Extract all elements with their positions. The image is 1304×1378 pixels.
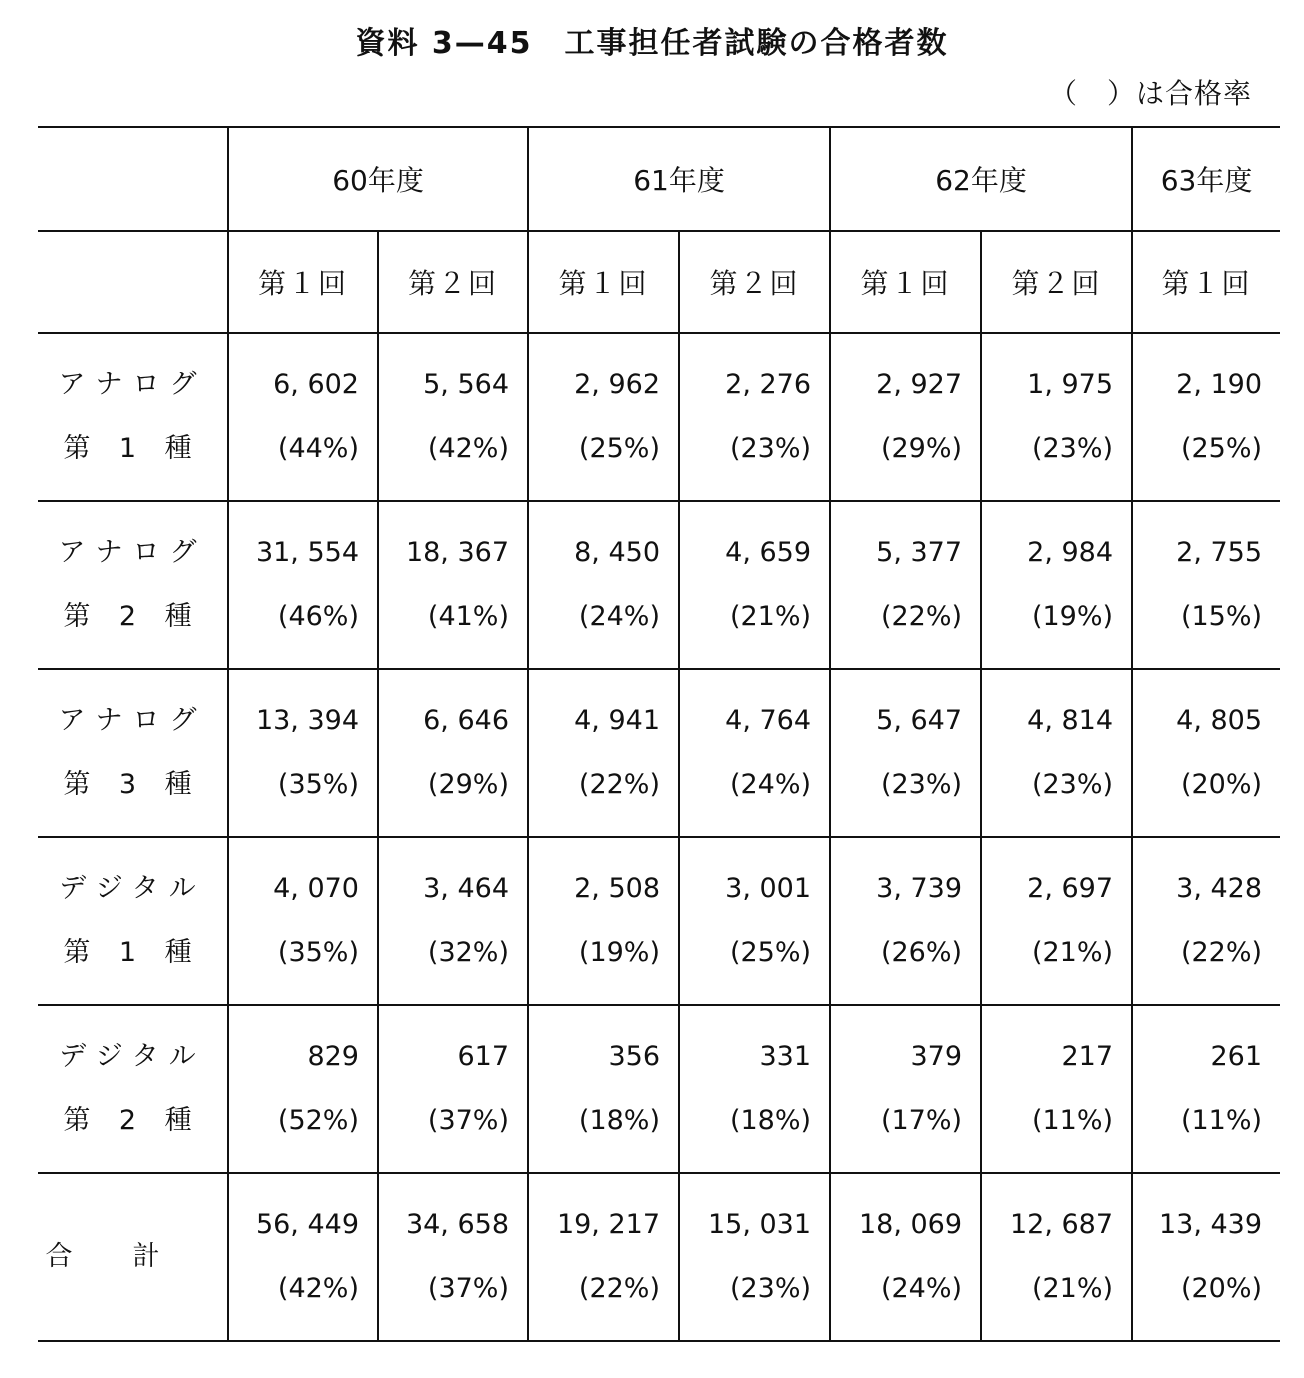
total-rate: (20%) xyxy=(1180,1273,1263,1304)
pass-rate: (25%) xyxy=(729,937,812,968)
pass-rate: (44%) xyxy=(277,433,359,464)
year-header-62: 62年度 xyxy=(830,127,1132,231)
pass-rate: (18%) xyxy=(578,1105,661,1136)
pass-rate: (23%) xyxy=(1031,433,1114,464)
data-cell xyxy=(378,837,528,1005)
row-label-type: アナログ xyxy=(58,369,207,400)
total-rate: (23%) xyxy=(729,1273,812,1304)
table-row xyxy=(38,501,1280,669)
row-label-type: アナログ xyxy=(58,705,207,736)
round-header: 第１回 xyxy=(830,231,981,333)
pass-count: 4, 659 xyxy=(725,537,812,568)
pass-count: 6, 646 xyxy=(423,705,510,736)
pass-count: 18, 367 xyxy=(405,537,510,568)
pass-count-table xyxy=(38,126,1280,1342)
total-cell xyxy=(830,1173,981,1341)
pass-rate: (32%) xyxy=(427,937,510,968)
data-cell xyxy=(679,1005,830,1173)
year-header-61: 61年度 xyxy=(528,127,830,231)
pass-rate: (37%) xyxy=(427,1105,510,1136)
total-count: 13, 439 xyxy=(1158,1209,1263,1240)
data-cell xyxy=(830,669,981,837)
pass-count: 217 xyxy=(1061,1041,1114,1072)
total-cell xyxy=(228,1173,378,1341)
pass-count: 13, 394 xyxy=(255,705,359,736)
pass-count: 2, 508 xyxy=(574,873,661,904)
data-cell xyxy=(830,837,981,1005)
rate-note: （ ）は合格率 xyxy=(1048,77,1252,110)
row-label-class: 第 1 種 xyxy=(63,937,202,968)
data-cell xyxy=(679,669,830,837)
row-label xyxy=(38,333,228,501)
pass-count: 4, 805 xyxy=(1176,705,1263,736)
pass-count: 2, 276 xyxy=(725,369,812,400)
pass-count: 2, 755 xyxy=(1176,537,1263,568)
pass-count: 3, 464 xyxy=(423,873,510,904)
pass-rate: (23%) xyxy=(880,769,963,800)
data-cell xyxy=(981,1005,1132,1173)
total-count: 34, 658 xyxy=(405,1209,510,1240)
round-header: 第２回 xyxy=(981,231,1132,333)
pass-count: 8, 450 xyxy=(574,537,661,568)
total-cell xyxy=(1132,1173,1280,1341)
pass-rate: (35%) xyxy=(277,769,359,800)
data-cell xyxy=(1132,501,1280,669)
data-cell xyxy=(528,333,679,501)
pass-rate: (46%) xyxy=(277,601,359,632)
pass-count: 3, 739 xyxy=(876,873,963,904)
data-cell xyxy=(378,333,528,501)
pass-rate: (25%) xyxy=(578,433,661,464)
row-label-class: 第 1 種 xyxy=(63,433,202,464)
data-cell xyxy=(228,501,378,669)
pass-count: 2, 927 xyxy=(876,369,963,400)
row-label xyxy=(38,669,228,837)
pass-count: 2, 984 xyxy=(1027,537,1114,568)
row-label-class: 第 2 種 xyxy=(63,601,202,632)
row-label-class: 第 3 種 xyxy=(63,769,202,800)
pass-count: 6, 602 xyxy=(273,369,359,400)
round-header: 第２回 xyxy=(679,231,830,333)
data-cell xyxy=(378,501,528,669)
pass-rate: (11%) xyxy=(1180,1105,1263,1136)
pass-count: 379 xyxy=(910,1041,963,1072)
pass-rate: (41%) xyxy=(427,601,510,632)
table-row xyxy=(38,669,1280,837)
pass-rate: (19%) xyxy=(1031,601,1114,632)
data-cell xyxy=(378,1005,528,1173)
pass-rate: (25%) xyxy=(1180,433,1263,464)
pass-rate: (29%) xyxy=(427,769,510,800)
data-cell xyxy=(228,837,378,1005)
pass-rate: (22%) xyxy=(1180,937,1263,968)
pass-count: 3, 001 xyxy=(725,873,812,904)
pass-rate: (29%) xyxy=(880,433,963,464)
pass-rate: (19%) xyxy=(578,937,661,968)
pass-count: 2, 962 xyxy=(574,369,661,400)
pass-count: 4, 941 xyxy=(574,705,661,736)
data-cell xyxy=(228,1005,378,1173)
pass-count: 261 xyxy=(1210,1041,1263,1072)
row-label-type: アナログ xyxy=(58,537,207,568)
row-label xyxy=(38,837,228,1005)
row-label xyxy=(38,1005,228,1173)
data-cell xyxy=(378,669,528,837)
pass-rate: (24%) xyxy=(578,601,661,632)
pass-count: 2, 190 xyxy=(1176,369,1263,400)
total-cell xyxy=(528,1173,679,1341)
year-header-row xyxy=(38,127,1280,231)
round-header: 第１回 xyxy=(1132,231,1280,333)
pass-rate: (18%) xyxy=(729,1105,812,1136)
data-cell xyxy=(528,837,679,1005)
round-header: 第１回 xyxy=(528,231,679,333)
total-count: 56, 449 xyxy=(255,1209,359,1240)
pass-rate: (17%) xyxy=(880,1105,963,1136)
data-cell xyxy=(830,1005,981,1173)
pass-count: 4, 070 xyxy=(273,873,359,904)
pass-rate: (23%) xyxy=(729,433,812,464)
table-row xyxy=(38,837,1280,1005)
pass-count: 5, 377 xyxy=(876,537,963,568)
pass-rate: (23%) xyxy=(1031,769,1114,800)
year-header-63: 63年度 xyxy=(1132,127,1280,231)
data-cell xyxy=(679,501,830,669)
data-cell xyxy=(528,1005,679,1173)
total-count: 12, 687 xyxy=(1009,1209,1114,1240)
row-label-class: 第 2 種 xyxy=(63,1105,202,1136)
round-header: 第１回 xyxy=(228,231,378,333)
total-row xyxy=(38,1173,1280,1341)
pass-count: 5, 647 xyxy=(876,705,963,736)
total-cell xyxy=(981,1173,1132,1341)
data-cell xyxy=(528,501,679,669)
pass-count: 31, 554 xyxy=(255,537,359,568)
data-cell xyxy=(1132,837,1280,1005)
pass-count: 1, 975 xyxy=(1027,369,1114,400)
pass-rate: (21%) xyxy=(729,601,812,632)
data-cell xyxy=(1132,333,1280,501)
pass-rate: (22%) xyxy=(578,769,661,800)
pass-rate: (52%) xyxy=(277,1105,359,1136)
corner-cell xyxy=(38,127,228,231)
data-cell xyxy=(1132,1005,1280,1173)
pass-rate: (35%) xyxy=(277,937,359,968)
data-cell xyxy=(228,333,378,501)
pass-rate: (24%) xyxy=(729,769,812,800)
total-cell xyxy=(679,1173,830,1341)
pass-rate: (21%) xyxy=(1031,937,1114,968)
row-label-type: デジタル xyxy=(59,1041,206,1072)
data-cell xyxy=(981,333,1132,501)
data-cell xyxy=(1132,669,1280,837)
pass-count: 2, 697 xyxy=(1027,873,1114,904)
data-cell xyxy=(228,669,378,837)
total-rate: (37%) xyxy=(427,1273,510,1304)
round-header: 第２回 xyxy=(378,231,528,333)
pass-rate: (15%) xyxy=(1180,601,1263,632)
pass-count: 3, 428 xyxy=(1176,873,1263,904)
pass-rate: (20%) xyxy=(1180,769,1263,800)
corner-cell xyxy=(38,231,228,333)
data-cell xyxy=(830,333,981,501)
total-count: 15, 031 xyxy=(707,1209,812,1240)
year-header-60: 60年度 xyxy=(228,127,528,231)
round-header-row xyxy=(38,231,1280,333)
document-title: 資料 3—45 工事担任者試験の合格者数 xyxy=(355,26,949,61)
pass-rate: (22%) xyxy=(880,601,963,632)
data-cell xyxy=(528,669,679,837)
pass-count: 331 xyxy=(759,1041,812,1072)
data-cell xyxy=(679,333,830,501)
total-count: 19, 217 xyxy=(556,1209,661,1240)
pass-count: 4, 814 xyxy=(1027,705,1114,736)
row-label-type: デジタル xyxy=(59,873,206,904)
pass-count: 356 xyxy=(608,1041,661,1072)
total-label: 合計 xyxy=(38,1173,228,1341)
pass-count: 4, 764 xyxy=(725,705,812,736)
data-cell xyxy=(981,837,1132,1005)
data-cell xyxy=(981,501,1132,669)
pass-count: 829 xyxy=(307,1041,359,1072)
pass-rate: (42%) xyxy=(427,433,510,464)
total-rate: (42%) xyxy=(277,1273,359,1304)
row-label xyxy=(38,501,228,669)
pass-rate: (11%) xyxy=(1031,1105,1114,1136)
data-cell xyxy=(830,501,981,669)
table-row xyxy=(38,333,1280,501)
pass-rate: (26%) xyxy=(880,937,963,968)
total-rate: (24%) xyxy=(880,1273,963,1304)
total-count: 18, 069 xyxy=(858,1209,963,1240)
table-row xyxy=(38,1005,1280,1173)
total-rate: (21%) xyxy=(1031,1273,1114,1304)
total-cell xyxy=(378,1173,528,1341)
data-cell xyxy=(679,837,830,1005)
data-cell xyxy=(981,669,1132,837)
pass-count: 5, 564 xyxy=(423,369,510,400)
pass-count: 617 xyxy=(457,1041,510,1072)
total-rate: (22%) xyxy=(578,1273,661,1304)
